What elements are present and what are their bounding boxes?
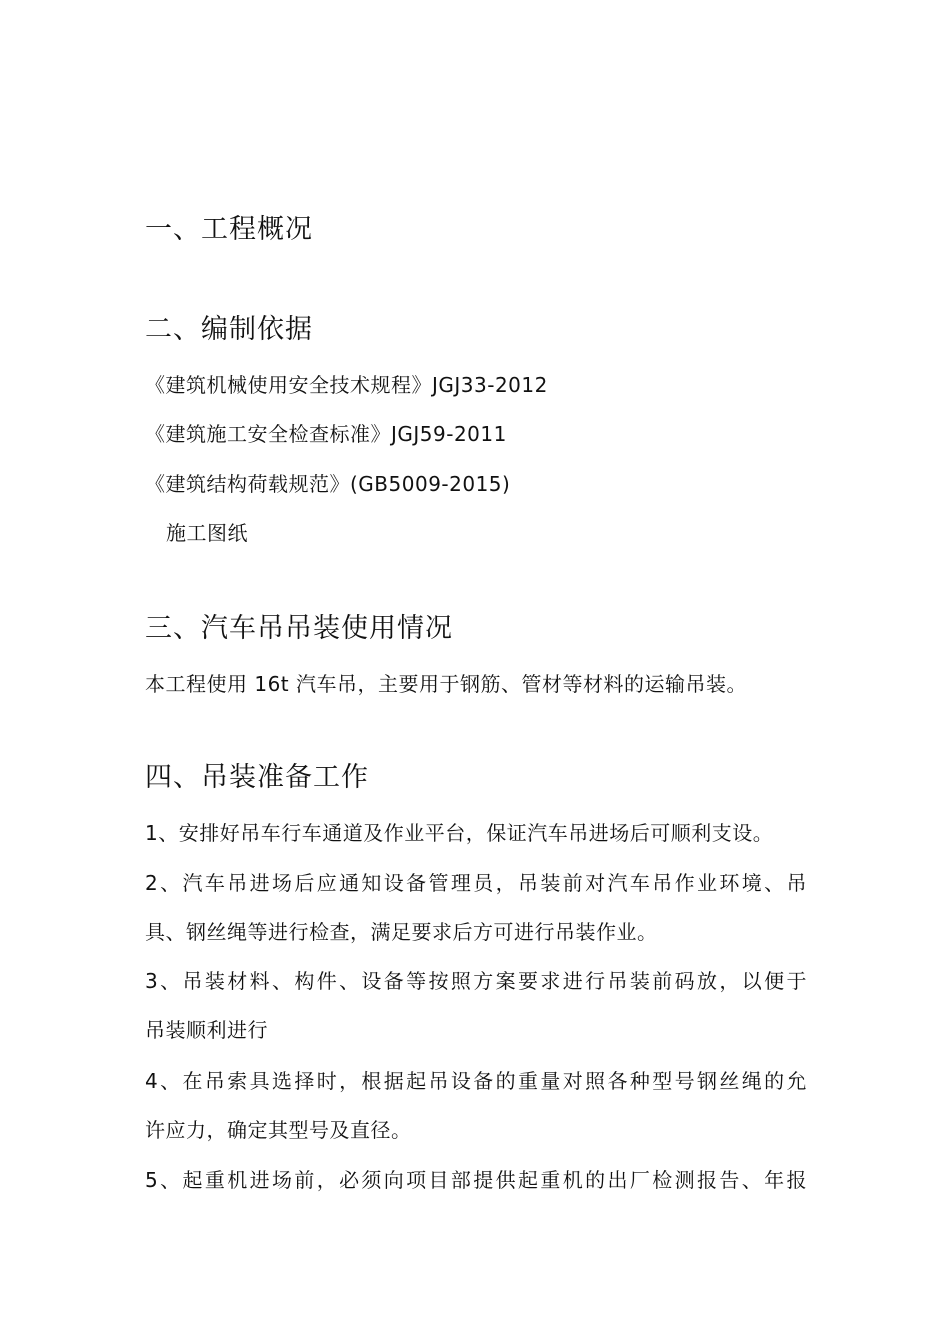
section-heading-basis: 二、编制依据	[145, 314, 313, 345]
preparation-line-8: 5、起重机进场前，必须向项目部提供起重机的出厂检测报告、年报	[145, 1168, 807, 1192]
section-heading-crane-usage: 三、汽车吊吊装使用情况	[145, 613, 453, 644]
preparation-line-6: 4、在吊索具选择时，根据起吊设备的重量对照各种型号钢丝绳的允	[145, 1069, 807, 1093]
basis-item-3: 《建筑结构荷载规范》(GB5009-2015)	[145, 472, 511, 496]
basis-item-4: 施工图纸	[166, 521, 248, 545]
basis-item-2: 《建筑施工安全检查标准》JGJ59-2011	[145, 422, 507, 446]
crane-usage-paragraph: 本工程使用 16t 汽车吊，主要用于钢筋、管材等材料的运输吊装。	[145, 672, 748, 696]
preparation-line-4: 3、吊装材料、构件、设备等按照方案要求进行吊装前码放，以便于	[145, 969, 807, 993]
basis-item-1: 《建筑机械使用安全技术规程》JGJ33-2012	[145, 373, 548, 397]
preparation-line-1: 1、安排好吊车行车通道及作业平台，保证汽车吊进场后可顺利支设。	[145, 821, 774, 845]
preparation-line-3: 具、钢丝绳等进行检查，满足要求后方可进行吊装作业。	[145, 920, 658, 944]
section-heading-preparation: 四、吊装准备工作	[145, 762, 369, 793]
preparation-line-2: 2、汽车吊进场后应通知设备管理员，吊装前对汽车吊作业环境、吊	[145, 871, 807, 895]
preparation-line-7: 许应力，确定其型号及直径。	[145, 1118, 412, 1142]
preparation-line-5: 吊装顺利进行	[145, 1018, 268, 1042]
section-heading-overview: 一、工程概况	[145, 214, 313, 245]
